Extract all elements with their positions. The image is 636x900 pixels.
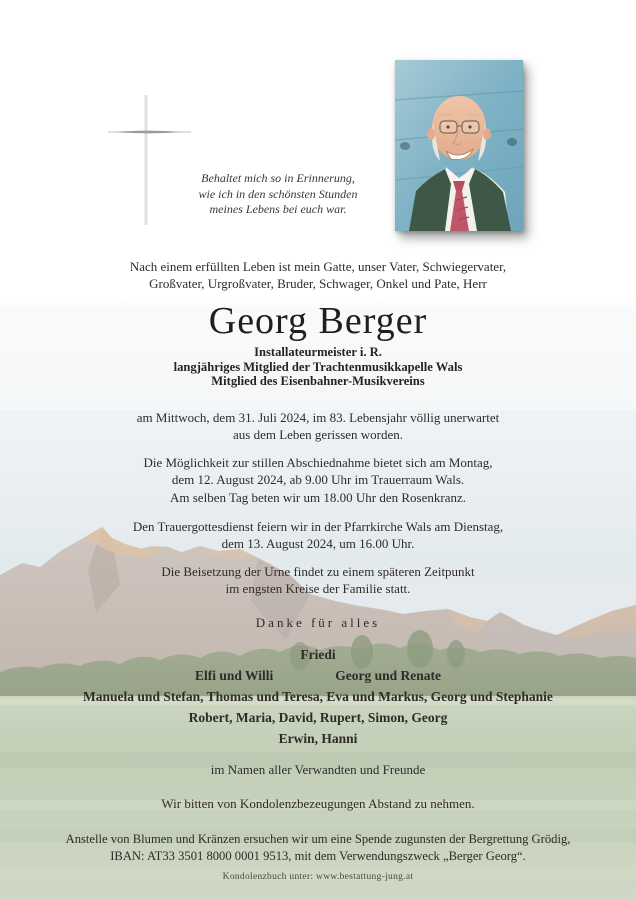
title-line: Installateurmeister i. R.: [254, 345, 382, 359]
quote-line: wie ich in den schönsten Stunden: [198, 186, 358, 201]
farewell-line: Am selben Tag beten wir um 18.00 Uhr den Rosenkranz.: [170, 489, 466, 505]
deceased-titles: [0, 345, 636, 389]
urn-line: im engsten Kreise der Familie statt.: [225, 581, 411, 597]
urn-paragraph: [0, 563, 636, 598]
service-line: Den Trauergottesdienst feiern wir in der Pfarrkirche Wals am Dienstag,: [132, 519, 504, 534]
mourner-family-row: Erwin, Hanni: [278, 731, 358, 746]
service-line: dem 13. August 2024, um 16.00 Uhr.: [221, 536, 415, 552]
mourner-family-row: Robert, Maria, David, Rupert, Simon, Georg: [188, 710, 448, 725]
portrait-photo: [395, 60, 523, 231]
donation-paragraph: [0, 831, 636, 864]
farewell-line: Die Möglichkeit zur stillen Abschiednahme bietet sich am Montag,: [143, 455, 493, 470]
farewell-line: dem 12. August 2024, ab 9.00 Uhr im Trauerraum Wals.: [171, 472, 465, 488]
death-paragraph: [0, 409, 636, 444]
title-line: langjähriges Mitglied der Trachtenmusikkapelle Wals: [173, 359, 463, 374]
mourner-couple: Elfi und Willi: [194, 668, 274, 683]
remembrance-quote: [168, 171, 388, 218]
deceased-name: Georg Berger: [208, 300, 428, 342]
condolence-book-link-text: Kondolenzbuch unter: www.bestattung-jung.at: [222, 872, 414, 882]
farewell-paragraph: [0, 454, 636, 506]
mourner-couple: Georg und Renate: [335, 668, 442, 683]
quote-line: meines Lebens bei euch war.: [209, 202, 347, 217]
donation-iban-line: IBAN: AT33 3501 8000 0001 9513, mit dem Verwendungszweck „Berger Georg“.: [110, 848, 526, 863]
death-line: am Mittwoch, dem 31. Juli 2024, im 83. Lebensjahr völlig unerwartet: [136, 410, 500, 425]
mourner-widow: Friedi: [300, 647, 336, 662]
condolence-note: Wir bitten von Kondolenzbezeugungen Abstand zu nehmen.: [161, 796, 475, 811]
death-line: aus dem Leben gerissen worden.: [232, 427, 404, 443]
mourners-closing: im Namen aller Verwandten und Freunde: [210, 762, 426, 777]
intro-line: Nach einem erfüllten Leben ist mein Gatte, unser Vater, Schwiegervater,: [129, 259, 507, 274]
donation-line: Anstelle von Blumen und Kränzen ersuchen wir um eine Spende zugunsten der Bergrettung Grödig,: [65, 832, 571, 846]
intro-paragraph: [0, 258, 636, 292]
thanks-line: Danke für alles: [255, 615, 381, 630]
mourner-children-row: [0, 668, 636, 684]
service-paragraph: [0, 518, 636, 553]
intro-line: Großvater, Urgroßvater, Bruder, Schwager, Onkel und Pate, Herr: [149, 276, 487, 291]
quote-line: Behaltet mich so in Erinnerung,: [201, 171, 355, 185]
mourner-family-row: Manuela und Stefan, Thomas und Teresa, Eva und Markus, Georg und Stephanie: [83, 689, 553, 704]
title-line: Mitglied des Eisenbahner-Musikvereins: [211, 374, 425, 389]
urn-line: Die Beisetzung der Urne findet zu einem späteren Zeitpunkt: [161, 564, 475, 579]
